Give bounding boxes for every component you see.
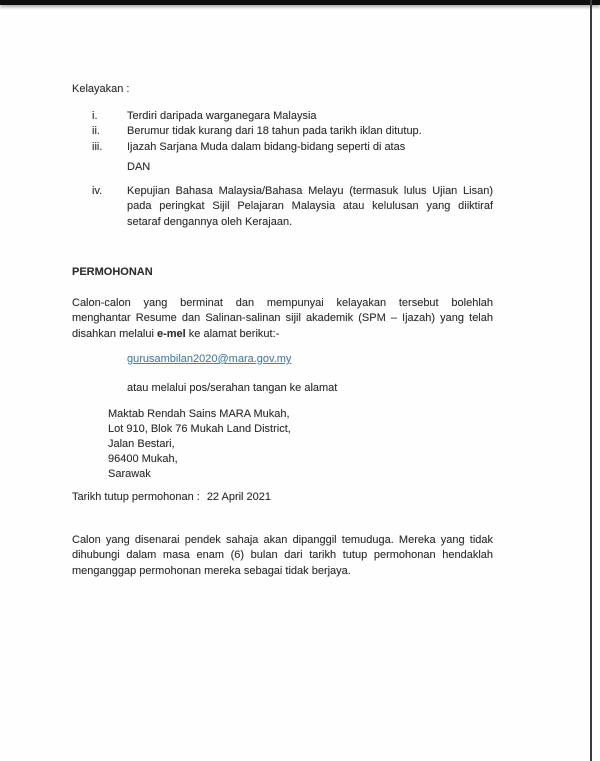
address-line: Sarawak xyxy=(108,468,151,480)
list-marker: i. xyxy=(92,109,98,122)
kelayakan-heading: Kelayakan : xyxy=(72,83,130,95)
text-line: Kepujian Bahasa Malaysia/Bahasa Melayu (termasuk lulus Ujian Lisan) xyxy=(127,184,493,197)
address-line: Jalan Bestari, xyxy=(108,438,175,450)
document-content xyxy=(72,82,493,579)
closing-date-value: 22 April 2021 xyxy=(206,491,272,503)
email-link[interactable]: gurusambilan2020@mara.gov.my xyxy=(127,353,292,365)
list-marker: iii. xyxy=(92,140,103,153)
top-black-bar xyxy=(0,0,600,5)
list-marker: ii. xyxy=(92,125,100,137)
list-item xyxy=(72,140,493,156)
text-line: dihubungi dalam masa enam (6) bulan dari tarikh tutup permohonan hendaklah xyxy=(72,549,493,561)
qualification-list xyxy=(72,109,493,231)
conjunction-dan: DAN xyxy=(127,161,151,173)
list-item xyxy=(72,124,493,140)
address-line: 96400 Mukah, xyxy=(108,453,178,465)
list-item-text: Ijazah Sarjana Muda dalam bidang-bidang seperti di atas xyxy=(127,140,406,153)
text-line: Calon yang disenarai pendek sahaja akan dipanggil temuduga. Mereka yang tidak xyxy=(72,533,493,546)
text-line: menganggap permohonan mereka sebagai tidak berjaya. xyxy=(72,564,351,577)
text-segment: disahkan melalui xyxy=(72,327,157,340)
text-segment: ke alamat berikut:- xyxy=(185,327,280,340)
address-line: Lot 910, Blok 76 Mukah Land District, xyxy=(108,423,291,435)
list-item xyxy=(72,109,493,125)
postal-address xyxy=(108,407,493,482)
closing-date-label: Tarikh tutup permohonan : xyxy=(72,491,200,503)
list-item-text: Berumur tidak kurang dari 18 tahun pada tarikh iklan ditutup. xyxy=(127,125,422,137)
email-row xyxy=(127,352,493,368)
closing-date-line xyxy=(72,490,493,506)
address-line: Maktab Rendah Sains MARA Mukah, xyxy=(108,408,290,420)
permohonan-heading: PERMOHONAN xyxy=(72,266,153,278)
application-paragraph xyxy=(72,296,493,343)
text-line xyxy=(72,327,493,343)
emphasis-email-word: e-mel xyxy=(157,327,186,340)
list-item xyxy=(72,184,493,231)
text-line: pada peringkat Sijil Pelajaran Malaysia atau kelulusan yang diiktiraf xyxy=(127,200,493,212)
text-line: setaraf dengannya oleh Kerajaan. xyxy=(127,215,293,228)
page-edge-line xyxy=(590,0,592,761)
text-line: Calon-calon yang berminat dan mempunyai kelayakan tersebut bolehlah xyxy=(72,296,493,309)
list-marker: iv. xyxy=(92,184,103,197)
list-item-text: Terdiri daripada warganegara Malaysia xyxy=(127,109,317,122)
text-line: menghantar Resume dan Salinan-salinan sijil akademik (SPM – Ijazah) yang telah xyxy=(72,312,493,324)
list-item-text xyxy=(127,184,493,231)
closing-paragraph xyxy=(72,533,493,580)
alternative-method-line: atau melalui pos/serahan tangan ke alamat xyxy=(127,381,338,394)
